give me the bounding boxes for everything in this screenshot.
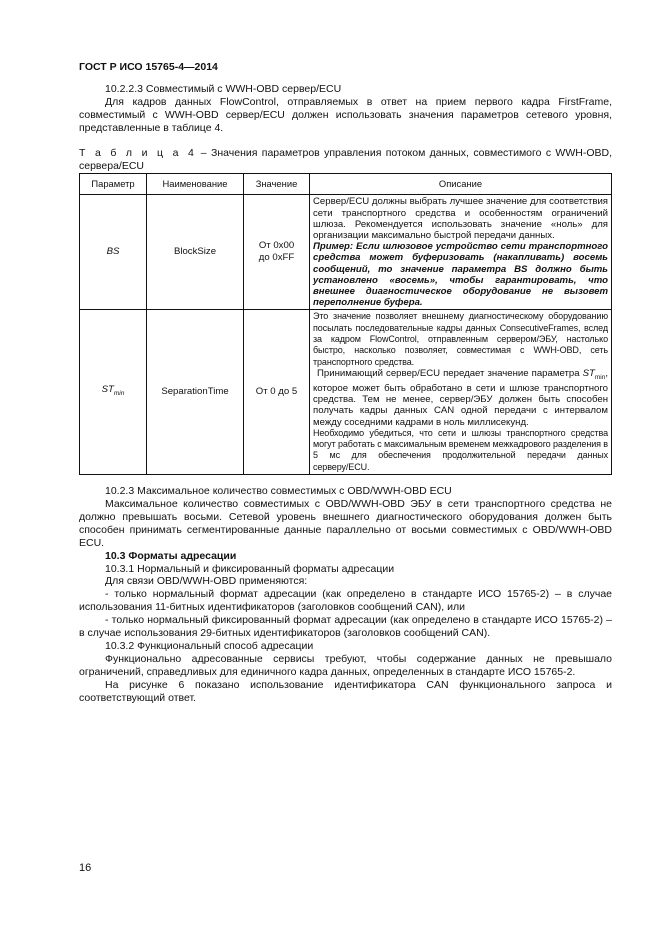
- section-10-3-1-intro: Для связи OBD/WWH-OBD применяются:: [105, 575, 308, 588]
- table-4-caption-prefix: Т а б л и ц а 4: [79, 146, 197, 159]
- name-cell: SeparationTime: [147, 310, 244, 475]
- description-symbol: ST: [582, 367, 595, 379]
- description-paragraph: [313, 368, 608, 428]
- col-header-value: Значение: [244, 174, 310, 195]
- description-paragraph: Необходимо убедиться, что сети и шлюзы транспортного средства могут работать с максимальным временем межкадрового разделения в 5 мс для обеспечения продолжительной передачи данных серверу/ECU.: [313, 427, 608, 472]
- list-item: - только нормальный фиксированный формат адресации (как определено в стандарте ИСО 15765-2) – в случае использования 29-битных идентификаторов (заголовков сообщений CAN).: [79, 614, 612, 640]
- description-text: Принимающий сервер/ECU передает значение параметра: [317, 367, 583, 379]
- value-cell: От 0 до 5: [244, 310, 310, 475]
- section-10-3-2-text-2: На рисунке 6 показано использование идентификатора CAN функционального запроса и соответствующий ответ.: [79, 678, 612, 704]
- description-paragraph: Сервер/ECU должны выбрать лучшее значение для соответствия сети транспортного средства и особенностям ограничений шлюза. Рекомендуется использовать значение «ноль» для организации максимально быстрой передачи данных.: [313, 196, 608, 242]
- section-10-3-2-text: Функционально адресованные сервисы требуют, чтобы содержание данных не превышало ограничений, справедливых для единичного кадра данных, определенных в стандарте ИСО 15765-2.: [79, 652, 612, 678]
- document-header: ГОСТ Р ИСО 15765-4—2014: [79, 61, 218, 73]
- table-header-row: [80, 174, 612, 195]
- section-10-2-2-3-text: Для кадров данных FlowControl, отправляемых в ответ на прием первого кадра FirstFrame, совместимый с WWH-OBD сервер/ECU должен использовать значения параметров сетевого уровня, представленные в таблице 4.: [79, 95, 612, 134]
- name-cell: BlockSize: [147, 195, 244, 310]
- param-symbol: ST: [101, 383, 114, 395]
- param-subscript: min: [113, 389, 125, 397]
- col-header-description: Описание: [310, 174, 612, 195]
- section-10-2-3-text: Максимальное количество совместимых с OBD/WWH-OBD ЭБУ в сети транспортного средства не должно превышать восьми. Сетевой уровень внешнего диагностического оборудования должен быть способен принимать сегментированные данные параллельно от восьми совместимых с OBD/WWH-OBD ECU.: [79, 497, 612, 549]
- description-cell: [310, 310, 612, 475]
- section-10-3-2-heading: 10.3.2 Функциональный способ адресации: [105, 639, 314, 652]
- list-item: - только нормальный формат адресации (как определено в стандарте ИСО 15765-2) – в случае использования 11-битных идентификаторов (заголовков сообщений CAN), или: [79, 588, 612, 614]
- param-cell: [80, 310, 147, 475]
- section-10-2-3-heading: 10.2.3 Максимальное количество совместимых с OBD/WWH-OBD ECU: [105, 485, 452, 498]
- section-10-3-heading: 10.3 Форматы адресации: [105, 549, 237, 562]
- section-10-3-1-heading: 10.3.1 Нормальный и фиксированный форматы адресации: [105, 562, 395, 575]
- table-4: [79, 173, 612, 475]
- table-row: [80, 310, 612, 475]
- description-paragraph: Это значение позволяет внешнему диагностическому оборудованию посылать последовательные кадры данных ConsecutiveFrames, вслед за кадром FlowControl, отправленным сервером/ЭБУ, настолько быстро, насколько позволяет, совместимая с WWH-OBD, сеть транспортного средства.: [313, 311, 608, 367]
- description-example: Пример: Если шлюзовое устройство сети транспортного средства может буферизовать (накапливать) восемь сообщений, то значение параметра BS должно быть установлено «восемь», чтобы гарантировать, что внешнее диагностическое оборудование не вызовет переполнение буфера.: [313, 241, 608, 309]
- table-row: [80, 195, 612, 310]
- table-4-caption: [79, 147, 612, 173]
- param-cell: BS: [80, 195, 147, 310]
- page-number: 16: [79, 862, 92, 874]
- description-subscript: min: [594, 373, 606, 381]
- description-cell: [310, 195, 612, 310]
- description-text: , которое может быть обработано в сети и шлюзе транспортного средства. Тем не менее, сервер/ЭБУ должен быть способен получать кадры данных CAN одной передачи с интервалом между соседними кадрами в ноль миллисекунд.: [313, 367, 608, 428]
- section-10-2-2-3-heading: 10.2.2.3 Совместимый с WWH-OBD сервер/ECU: [105, 83, 342, 95]
- col-header-name: Наименование: [147, 174, 244, 195]
- col-header-param: Параметр: [80, 174, 147, 195]
- value-cell: От 0x00 до 0xFF: [244, 195, 310, 310]
- document-body: [79, 83, 612, 704]
- table-4-caption-text: – Значения параметров управления потоком данных, совместимого с WWH-OBD, сервера/ECU: [79, 146, 612, 172]
